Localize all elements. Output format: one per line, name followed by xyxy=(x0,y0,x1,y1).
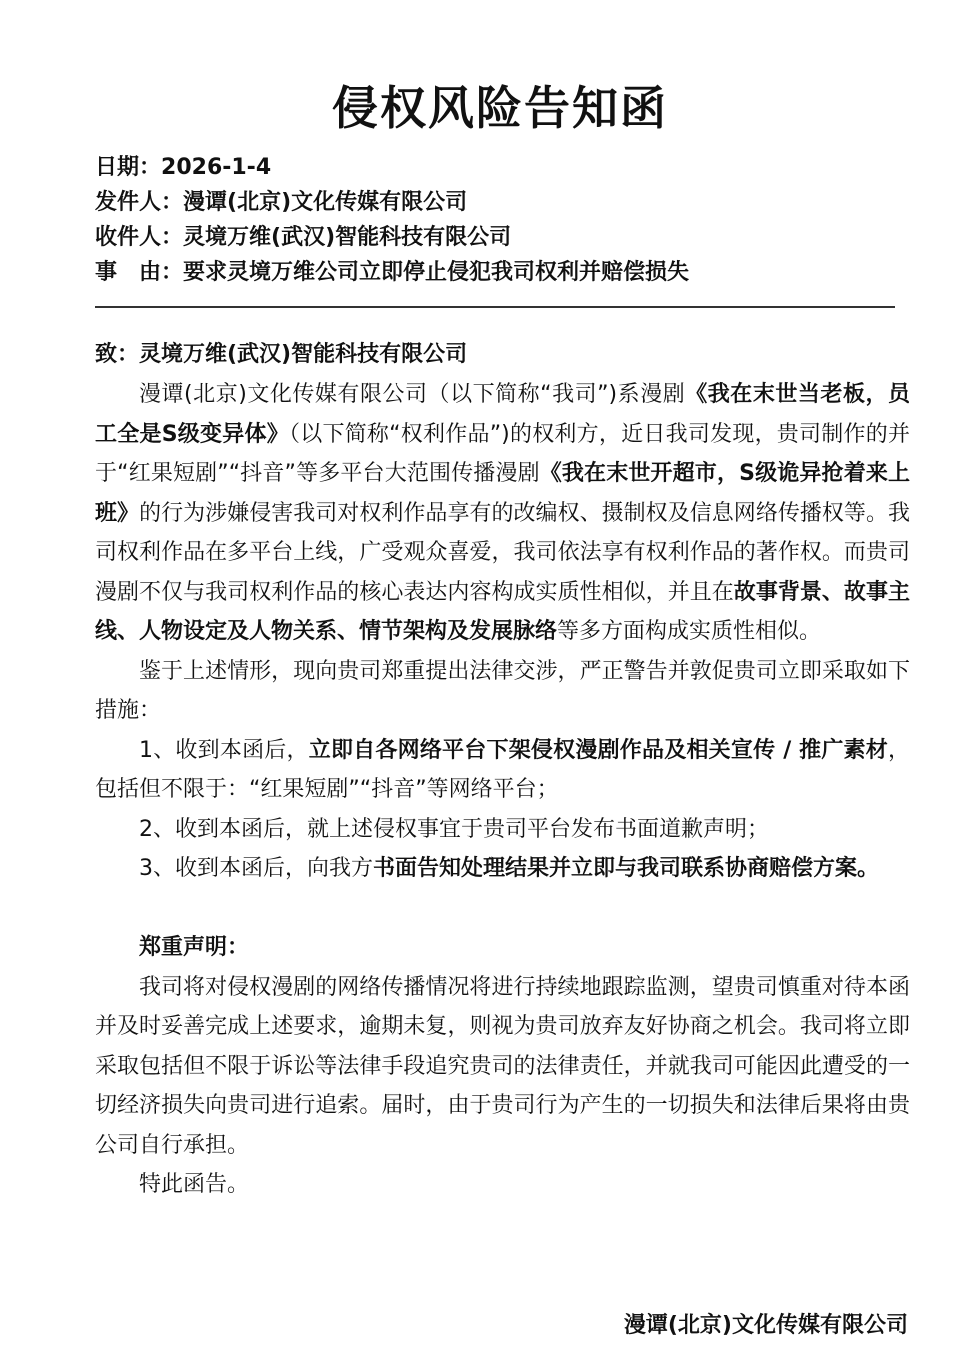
rights-work-title: 《我在末世当老板，员工全是S级变异体》 xyxy=(95,382,910,447)
sender-value: 漫谭(北京)文化传媒有限公司 xyxy=(183,190,468,215)
measure-emphasis: 立即自各网络平台下架侵权漫剧作品及相关宣传 / 推广素材 xyxy=(308,737,888,763)
recipient-value: 灵境万维(武汉)智能科技有限公司 xyxy=(183,225,512,250)
text-segment: ，包括但不限于：“红果短剧”“抖音”等网络平台； xyxy=(95,737,911,802)
text-segment: 等多方面构成实质性相似。 xyxy=(557,619,822,644)
paragraph-demand-intro: 鉴于上述情形，现向贵司郑重提出法律交涉，严正警告并敦促贵司立即采取如下措施： xyxy=(95,658,910,723)
recipient-label: 收件人： xyxy=(95,225,184,250)
text-segment: 2、收到本函后，就上述侵权事宜于贵司平台发布书面道歉声明； xyxy=(139,816,769,842)
recipient-row xyxy=(95,220,689,255)
closing-text: 特此函告。 xyxy=(139,1172,250,1197)
text-segment: 1、收到本函后， xyxy=(139,737,309,763)
text-segment: 3、收到本函后，向我方 xyxy=(139,856,373,881)
subject-value: 要求灵境万维公司立即停止侵犯我司权利并赔偿损失 xyxy=(183,260,690,285)
document-title: 侵权风险告知函 xyxy=(332,81,668,135)
subject-row xyxy=(95,255,689,290)
declaration-title: 郑重声明： xyxy=(139,934,250,960)
paragraph-claim xyxy=(95,375,910,652)
text-segment: 。 xyxy=(857,856,880,881)
addressee: 致：灵境万维(武汉)智能科技有限公司 xyxy=(95,342,468,367)
measure-item-2 xyxy=(95,810,910,850)
sender-row xyxy=(95,185,689,220)
similarity-aspects: 故事背景、故事主线、人物设定及人物关系、情节架构及发展脉络 xyxy=(95,579,910,644)
text-segment: 的行为涉嫌侵害我司对权利作品享有的改编权、摄制权及信息网络传播权等。我司权利作品在多平台上线，广受观众喜爱，我司依法享有权利作品的著作权。而贵司漫剧不仅与我司权利作品的核心表达内容构成实质性相似，并且在 xyxy=(95,500,910,605)
signature: 漫谭(北京)文化传媒有限公司 xyxy=(623,1313,908,1338)
letter-body xyxy=(95,335,910,1205)
date-row xyxy=(95,150,689,185)
date-label: 日期： xyxy=(95,155,162,180)
subject-label: 事 由： xyxy=(95,260,184,285)
spacer xyxy=(95,889,910,928)
text-segment: （以下简称“权利作品”)的权利方，近日我司发现，贵司制作的并于“红果短剧”“抖音”等多平台大范围传播漫剧 xyxy=(95,421,910,486)
date-value: 2026-1-4 xyxy=(161,155,272,180)
sender-label: 发件人： xyxy=(95,190,184,215)
letter-meta xyxy=(95,150,689,290)
header-divider xyxy=(95,306,895,308)
measure-item-1 xyxy=(95,731,910,810)
measure-emphasis: 书面告知处理结果并立即与我司联系协商赔偿方案 xyxy=(373,856,858,881)
text-segment: 漫谭(北京)文化传媒有限公司（以下简称“我司”)系漫剧 xyxy=(139,382,686,407)
measure-item-3 xyxy=(95,849,910,889)
infringing-work-title: 《我在末世开超市，S级诡异抢着来上班》 xyxy=(95,461,910,526)
declaration-text: 我司将对侵权漫剧的网络传播情况将进行持续地跟踪监测，望贵司慎重对待本函并及时妥善完成上述要求，逾期未复，则视为贵司放弃友好协商之机会。我司将立即采取包括但不限于诉讼等法律手段追究贵司的法律责任，并就我司可能因此遭受的一切经济损失向贵司进行追索。届时，由于贵司行为产生的一切损失和法律后果将由贵公司自行承担。 xyxy=(95,974,910,1158)
